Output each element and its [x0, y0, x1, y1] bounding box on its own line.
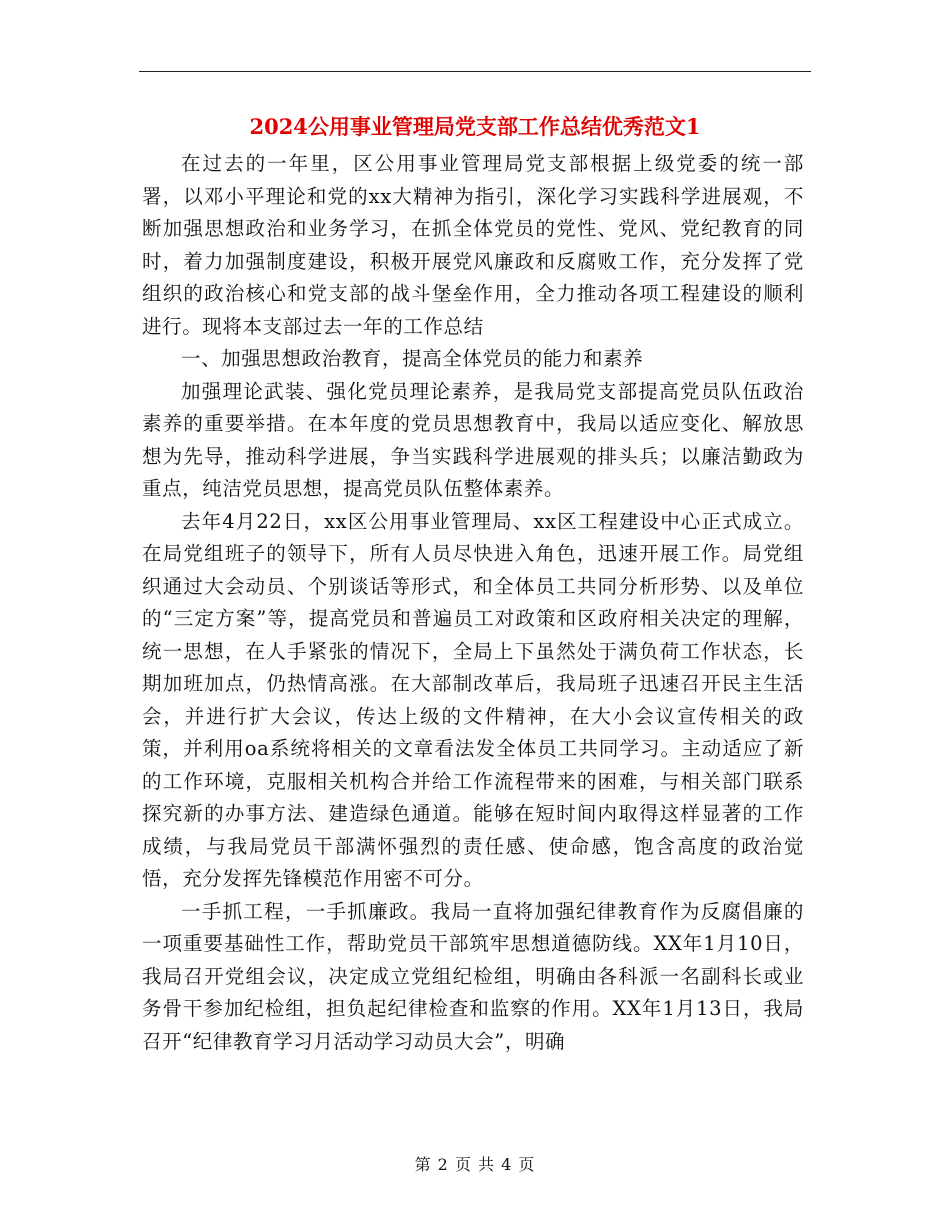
section-heading-1: 一、加强思想政治教育，提高全体党员的能力和素养	[181, 347, 644, 370]
paragraph-establishment: 去年4月22日，xx区公用事业管理局、xx区工程建设中心正式成立。在局党组班子的领导下，所有人员尽快进入角色，迅速开展工作。局党组织通过大会动员、个别谈话等形式，和全体员工共同分析形势、以及单位的“三定方案”等，提高党员和普遍员工对政策和区政府相关决定的理解，统一思想，在人手紧张的情况下，全局上下虽然处于满负荷工作状态，长期加班加点，仍热情高涨。在大部制改革后，我局班子迅速召开民主生活会，并进行扩大会议，传达上级的文件精神，在大小会议宣传相关的政策，并利用oa系统将相关的文章看法发全体员工共同学习。主动适应了新的工作环境，克服相关机构合并给工作流程带来的困难，与相关部门联系探究新的办事方法、建造绿色通道。能够在短时间内取得这样显著的工作成绩，与我局党员干部满怀强烈的责任感、使命感，饱含高度的政治觉悟，充分发挥先锋模范作用密不可分。	[142, 509, 804, 890]
paragraph-theory: 加强理论武装、强化党员理论素养，是我局党支部提高党员队伍政治素养的重要举措。在本年度的党员思想教育中，我局以适应变化、解放思想为先导，推动科学进展，争当实践科学进展观的排头兵；以廉洁勤政为重点，纯洁党员思想，提高党员队伍整体素养。	[142, 379, 804, 500]
paragraph-intro: 在过去的一年里，区公用事业管理局党支部根据上级党委的统一部署，以邓小平理论和党的xx大精神为指引，深化学习实践科学进展观，不断加强思想政治和业务学习，在抓全体党员的党性、党风、党纪教育的同时，着力加强制度建设，积极开展党风廉政和反腐败工作，充分发挥了党组织的政治核心和党支部的战斗堡垒作用，全力推动各项工程建设的顺利进行。现将本支部过去一年的工作总结	[142, 152, 804, 338]
document-title: 2024公用事业管理局党支部工作总结优秀范文1	[249, 114, 701, 139]
header-rule	[139, 71, 811, 72]
document-body	[142, 148, 804, 1058]
paragraph-discipline: 一手抓工程，一手抓廉政。我局一直将加强纪律教育作为反腐倡廉的一项重要基础性工作，帮助党员干部筑牢思想道德防线。XX年1月10日，我局召开党组会议，决定成立党组纪检组，明确由各科派一名副科长或业务骨干参加纪检组，担负起纪律检查和监察的作用。XX年1月13日，我局召开“纪律教育学习月活动学习动员大会”，明确	[142, 899, 804, 1053]
page-number-footer: 第 2 页 共 4 页	[414, 1155, 536, 1174]
